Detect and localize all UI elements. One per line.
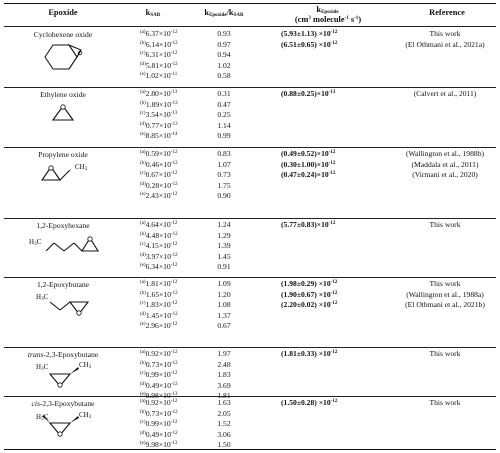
ksar-value [140,160,178,171]
kepoxide-exponent: -12 [328,171,336,177]
ratio-value: 0.83 [217,149,231,158]
epoxide-name-text: Cyclohexene oxide [33,30,93,39]
ksar-value [140,121,178,132]
ksar-exponent: -12 [170,322,178,328]
ksar-method: (e) [140,132,146,138]
ksar-value [140,170,177,181]
reference-text: This work [429,398,461,407]
ratio-value: 0.25 [217,110,231,120]
reference-text: This work [429,349,461,358]
ksar-exponent: -12 [171,290,178,296]
epoxide-name-prefix: cis [31,399,40,408]
ksar-mantissa: 4.48×10 [145,230,172,240]
ratio-value: 1.81 [217,391,231,401]
ksar-method: (c) [140,171,146,177]
ksar-method: (b) [140,231,146,237]
ksar-mantissa: 8.85×10 [145,131,171,141]
ratio-value: 1.14 [217,120,231,130]
ksar-value [140,321,177,332]
reference-text: (El Othmani et al., 2021a) [405,39,485,49]
ksar-value [140,290,178,301]
kepoxide-value [281,40,337,51]
epoxide-name [10,221,116,232]
header-kepoxide: $k_{Epoxide}$ [316,5,339,15]
header-ksar: $k_{SAR}$ [145,8,161,18]
ksar-mantissa: 4.64×10 [145,220,171,229]
kepoxide-value [281,160,335,171]
propylene-ch3-label-part: CH [75,163,85,171]
ksar-value [140,300,177,311]
ksar-value [140,110,177,121]
ksar-method: (d) [140,181,146,187]
kepoxide-exponent: -12 [330,40,338,46]
epoxide-name [10,399,116,410]
ratio-value: 1.63 [217,398,231,407]
kepoxide-mantissa: (1.98±0.29) ×10 [281,279,331,288]
epoxide-name-text: -2,3-Epoxybutane [39,399,95,408]
cyclohexene-oxide-structure-icon [43,42,83,72]
ratio-value: 0.47 [217,99,231,109]
ratio-value: 1.75 [217,180,231,190]
ksar-exponent: -12 [171,40,178,46]
ksar-mantissa: 2.43×10 [145,191,171,201]
trans-h3c-label [36,363,48,371]
trans-h3c-label-part: H [36,363,42,371]
ratio-value: 1.97 [217,349,231,358]
ksar-value [140,71,177,82]
ksar-value [140,131,177,142]
ksar-exponent: -12 [170,301,178,307]
ksar-exponent: -13 [170,90,178,95]
reference-text: This work [429,279,461,288]
ksar-mantissa: 6.37×10 [145,29,171,38]
ksar-method: (e) [140,263,146,269]
epoxide-name-text: -2,3-Epoxybutane [43,350,99,359]
hexane-h3c-label-part: C [36,238,42,246]
reference-text: (Wallington et al., 1988b) [405,149,485,158]
kepoxide-value [281,29,337,40]
ratio-value: 1.02 [217,60,231,70]
ratio-value: 0.90 [217,191,231,201]
ksar-exponent: -12 [170,420,178,426]
ratio-value: 0.31 [217,89,231,98]
ratio-value: 3.06 [217,429,231,439]
ksar-mantissa: 1.83×10 [145,300,171,310]
header-ratio: $k_{Epoxide}/k_{SAR}$ [204,8,244,18]
kepoxide-value [281,170,335,181]
ksar-method: (c) [140,371,146,377]
kepoxide-mantissa: (6.51±0.65) ×10 [281,39,331,49]
ratio-value: 1.20 [217,289,231,299]
hexane-h3c-label-part: 3 [34,242,37,247]
ksar-mantissa: 9.98×10 [145,391,171,401]
ksar-exponent: -12 [171,231,178,237]
ksar-exponent: -12 [170,399,178,404]
ksar-mantissa: 0.73×10 [145,408,172,418]
ksar-value [140,231,178,242]
ratio-value: 0.67 [217,321,231,331]
ksar-exponent: -11 [170,72,178,78]
ksar-exponent: -12 [170,350,178,355]
ksar-exponent: -12 [170,150,178,155]
ksar-value [140,252,178,263]
ratio-value: 0.91 [217,262,231,272]
ksar-mantissa: 6.34×10 [145,262,171,272]
ksar-mantissa: 2.96×10 [145,321,171,331]
ksar-method: (e) [140,392,146,398]
reference-text: (Maddala et al., 2011) [411,159,479,169]
ksar-mantissa: 0.99×10 [145,419,171,429]
ksar-method: (d) [140,311,146,317]
ksar-mantissa: 3.97×10 [145,251,172,261]
ksar-mantissa: 2.80×10 [145,89,171,98]
hexane-h3c-label-part: H [29,238,35,246]
ethylene-oxide-structure-icon [48,102,78,126]
kepoxide-exponent: -12 [330,290,338,296]
ksar-method: (b) [140,409,146,415]
kepoxide-mantissa: (2.20±0.02) ×10 [281,300,331,310]
reference-text: This work [429,29,461,38]
ksar-exponent: -12 [171,61,178,67]
ksar-mantissa: 0.28×10 [145,180,172,190]
kepoxide-mantissa: (0.88±0.25)×10 [281,89,329,98]
ksar-value [140,311,178,322]
ratio-value: 1.09 [217,279,231,288]
ksar-value [140,279,177,290]
ksar-method: (a) [140,399,146,404]
cis-h3c-label-part: 3 [41,417,44,422]
row-separator [4,396,496,397]
row-separator [4,277,496,278]
ratio-value: 1.52 [217,419,231,429]
ksar-value [140,191,177,202]
kepoxide-value [281,349,337,360]
cis-h3c-label-part: C [43,413,49,421]
ksar-exponent: -13 [170,111,178,117]
ksar-method: (d) [140,381,146,387]
kepoxide-mantissa: (1.81±0.33) ×10 [281,349,331,358]
kepoxide-exponent: -12 [330,30,338,35]
epoxide-name-text: 1,2-Epoxybutane [36,280,90,289]
ksar-method: (e) [140,72,146,78]
table-top-rule [4,3,496,4]
ksar-mantissa: 0.92×10 [145,349,171,358]
ksar-value [140,40,178,51]
ksar-method: (c) [140,242,146,248]
ksar-value [140,89,177,100]
epoxide-name [10,350,116,361]
header-epoxide: Epoxide [48,8,78,17]
reference-text: (Virmani et al., 2020) [412,170,478,180]
kepoxide-exponent: -12 [330,399,338,404]
ksar-mantissa: 0.46×10 [145,159,172,169]
ksar-method: (d) [140,61,146,67]
epoxide-name [10,30,116,41]
ksar-method: (b) [140,40,146,46]
kepoxide-mantissa: (0.30±1.00)×10 [281,159,329,169]
ksar-mantissa: 1.89×10 [145,99,172,109]
ratio-value: 1.83 [217,370,231,380]
ksar-method: (a) [140,30,146,35]
ksar-exponent: -12 [170,263,178,269]
ksar-exponent: -14 [170,132,178,138]
trans-h3c-label-part: C [43,363,49,371]
ksar-value [140,262,177,273]
ksar-method: (c) [140,420,146,426]
ksar-method: (e) [140,441,146,447]
ksar-mantissa: 5.81×10 [145,60,172,70]
ksar-mantissa: 0.99×10 [145,370,171,380]
header-kepoxide-unit: ($cm^3$ molecule$^{-1}$ $s^{-1}$) [294,15,362,24]
ratio-value: 2.05 [217,408,231,418]
ksar-mantissa: 0.92×10 [145,398,171,407]
ksar-exponent: -12 [171,381,178,387]
ksar-exponent: -12 [170,280,178,285]
ksar-mantissa: 0.67×10 [145,170,171,180]
ratio-value: 2.48 [217,359,231,369]
ksar-exponent: -12 [171,360,178,366]
kepoxide-mantissa: (0.49±0.52)×10 [281,149,329,158]
ksar-method: (d) [140,430,146,436]
ratio-value: 1.45 [217,251,231,261]
kepoxide-mantissa: (5.93±1.13) ×10 [281,29,331,38]
ksar-method: (c) [140,111,146,117]
ksar-exponent: -12 [170,30,178,35]
propylene-ch3-label [75,163,87,171]
ksar-method: (b) [140,100,146,106]
ratio-value: 0.58 [217,71,231,81]
ksar-value [140,360,178,371]
epoxide-name-text: 1,2-Epoxyhexane [36,221,90,230]
reference-text: (Wallington et al., 1988a) [406,289,484,299]
kepoxide-value [281,300,337,311]
row-separator [4,218,496,219]
ksar-method: (b) [140,160,146,166]
row-separator [4,347,496,348]
ksar-exponent: -13 [170,441,178,447]
ksar-mantissa: 0.73×10 [145,359,172,369]
kepoxide-exponent: -12 [328,221,336,226]
ksar-value [140,149,177,160]
ksar-mantissa: 1.65×10 [145,289,172,299]
epoxide-name-text: Ethylene oxide [40,90,86,99]
ksar-method: (a) [140,150,146,155]
ksar-exponent: -12 [171,409,178,415]
kepoxide-value [281,279,337,290]
ksar-exponent: -13 [171,121,178,127]
ksar-value [140,409,178,420]
ksar-method: (d) [140,252,146,258]
ksar-mantissa: 6.14×10 [145,39,172,49]
epoxide-name [10,280,116,291]
ksar-value [140,241,177,252]
ksar-mantissa: 9.98×10 [145,440,171,450]
ksar-exponent: -12 [171,430,178,436]
ksar-exponent: -13 [170,392,178,398]
ratio-value: 1.29 [217,230,231,240]
kepoxide-value [281,220,335,231]
ksar-value [140,370,177,381]
ksar-mantissa: 0.77×10 [145,120,172,130]
ksar-mantissa: 0.59×10 [145,149,171,158]
ratio-value: 0.97 [217,39,231,49]
trans-ch3-label [79,361,91,369]
epoxide-name [10,90,116,101]
cis-ch3-label [79,411,91,419]
ksar-exponent: -12 [171,311,178,317]
ksar-value [140,430,178,441]
hexane-h3c-label [29,238,41,246]
ratio-value: 1.37 [217,310,231,320]
reference-text: (Calvert et al., 2011) [413,89,477,98]
ksar-value [140,419,177,430]
butane-h3c-label-part: C [43,293,49,301]
ksar-value [140,381,178,392]
ratio-value: 3.69 [217,380,231,390]
kepoxide-exponent: -12 [330,280,338,285]
ksar-exponent: -12 [170,371,178,377]
ksar-mantissa: 1.45×10 [145,310,172,320]
table-bottom-rule [4,449,496,450]
reference-text: (El Othmani et al., 2021b) [405,300,485,310]
kepoxide-exponent: -13 [328,90,336,95]
kepoxide-exponent: -12 [328,160,336,166]
ksar-method: (e) [140,322,146,328]
ksar-value [140,181,178,192]
kepoxide-mantissa: (0.47±0.24)×10 [281,170,329,180]
cis-h3c-label [36,413,48,421]
trans-h3c-label-part: 3 [41,367,44,372]
ksar-value [140,61,178,72]
ksar-method: (a) [140,350,146,355]
ksar-exponent: -12 [171,181,178,187]
cis-h3c-label-part: H [36,413,42,421]
ksar-exponent: -12 [170,242,178,248]
trans-ch3-label-part: CH [79,361,89,369]
kepoxide-value [281,149,335,160]
ksar-mantissa: 6.31×10 [145,50,171,60]
ksar-exponent: -12 [171,252,178,258]
ksar-value [140,349,177,360]
ksar-exponent: -12 [171,160,178,166]
row-separator [4,87,496,88]
kepoxide-exponent: -12 [328,150,336,155]
propylene-ch3-label-part: 3 [84,167,88,172]
cis-ch3-label-part: CH [79,411,89,419]
ksar-value [140,220,177,231]
kepoxide-exponent: -12 [330,301,338,307]
kepoxide-value [281,290,337,301]
kepoxide-mantissa: (5.77±0.83)×10 [281,220,329,229]
ksar-value [140,100,178,111]
ksar-exponent: -13 [171,100,178,106]
ksar-exponent: -12 [170,51,178,57]
ratio-value: 1.07 [217,159,231,169]
kepoxide-exponent: -12 [330,350,338,355]
ksar-exponent: -12 [170,171,178,177]
ratio-value: 1.50 [217,440,231,450]
epoxide-name-text: Propylene oxide [38,150,88,159]
ksar-method: (a) [140,221,146,226]
ksar-mantissa: 0.49×10 [145,429,172,439]
ksar-method: (b) [140,290,146,296]
ksar-method: (d) [140,121,146,127]
epoxide-name [10,150,116,161]
ksar-mantissa: 1.02×10 [145,71,171,81]
kepoxide-mantissa: (1.90±0.67) ×10 [281,289,331,299]
reference-text: This work [429,220,461,229]
cis-ch3-label-part: 3 [88,415,92,420]
ksar-mantissa: 4.15×10 [145,241,171,251]
kepoxide-mantissa: (1.50±0.28) ×10 [281,398,331,407]
row-separator [4,147,496,148]
ksar-value [140,29,177,40]
ksar-method: (e) [140,192,146,198]
ksar-mantissa: 3.54×10 [145,110,171,120]
butane-h3c-label [36,293,48,301]
butane-h3c-label-part: 3 [41,297,44,302]
ksar-method: (b) [140,360,146,366]
ratio-value: 1.08 [217,300,231,310]
ksar-value [140,50,177,61]
ratio-value: 1.24 [217,220,231,229]
ksar-exponent: -12 [170,221,178,226]
ksar-value [140,398,177,409]
ksar-method: (c) [140,301,146,307]
trans-ch3-label-part: 3 [88,365,92,370]
butane-h3c-label-part: H [36,293,42,301]
header-rule [4,26,496,27]
ksar-mantissa: 0.49×10 [145,380,172,390]
ratio-value: 0.99 [217,131,231,141]
ksar-mantissa: 1.81×10 [145,279,171,288]
kepoxide-value [281,398,337,409]
ksar-exponent: -12 [170,192,178,198]
ratio-value: 1.39 [217,241,231,251]
header-reference: Reference [429,8,465,17]
ratio-value: 0.73 [217,170,231,180]
ksar-method: (a) [140,90,146,95]
ratio-value: 0.93 [217,29,231,38]
ratio-value: 0.94 [217,50,231,60]
epoxide-name-prefix: trans [27,350,44,359]
ksar-method: (c) [140,51,146,57]
ksar-method: (a) [140,280,146,285]
kepoxide-value [281,89,335,100]
